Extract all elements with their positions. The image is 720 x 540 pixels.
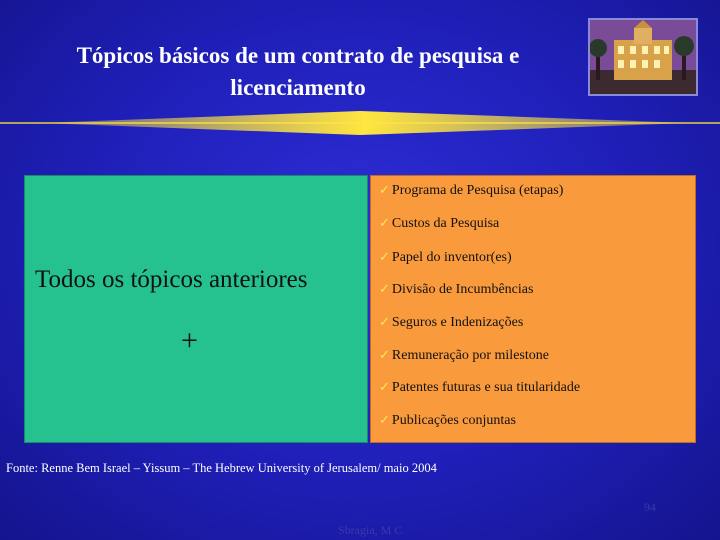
list-item xyxy=(379,413,516,429)
list-item xyxy=(379,216,499,232)
checkmark-icon: ✓ xyxy=(379,348,390,363)
checkmark-icon: ✓ xyxy=(379,315,390,330)
title-line-2: licenciamento xyxy=(230,75,366,100)
list-item-label: Custos da Pesquisa xyxy=(391,216,500,231)
list-item-label: Remuneração por milestone xyxy=(391,348,549,363)
title-line-1: Tópicos básicos de um contrato de pesquisa e xyxy=(76,43,520,68)
checkmark-icon: ✓ xyxy=(379,183,390,198)
source-citation: Fonte: Renne Bem Israel – Yissum – The Hebrew University of Jerusalem/ maio 2004 xyxy=(6,461,437,475)
title-divider xyxy=(0,110,720,136)
checkmark-icon: ✓ xyxy=(379,250,390,265)
list-item xyxy=(379,183,563,199)
list-item-label: Seguros e Indenizações xyxy=(391,315,524,330)
building-photo-illustration xyxy=(590,20,696,94)
left-panel-text: Todos os tópicos anteriores xyxy=(35,266,308,293)
list-item-label: Patentes futuras e sua titularidade xyxy=(391,380,581,395)
checkmark-icon: ✓ xyxy=(379,282,390,297)
plus-sign: + xyxy=(181,324,198,357)
list-item xyxy=(379,282,533,298)
list-item-label: Divisão de Incumbências xyxy=(391,282,534,297)
checkmark-icon: ✓ xyxy=(379,380,390,395)
list-item xyxy=(379,380,580,396)
left-panel xyxy=(24,175,368,443)
list-item-label: Programa de Pesquisa (etapas) xyxy=(391,183,564,198)
right-panel xyxy=(370,175,696,443)
list-item-label: Papel do inventor(es) xyxy=(391,250,512,265)
list-item xyxy=(379,250,512,266)
building-photo xyxy=(588,18,698,96)
checkmark-icon: ✓ xyxy=(379,413,390,428)
footer-author: Sbragia, M C xyxy=(338,523,403,537)
list-item-label: Publicações conjuntas xyxy=(391,413,516,428)
slide-title xyxy=(18,40,578,104)
page-number: 94 xyxy=(644,500,656,514)
list-item xyxy=(379,348,549,364)
list-item xyxy=(379,315,523,331)
checkmark-icon: ✓ xyxy=(379,216,390,231)
